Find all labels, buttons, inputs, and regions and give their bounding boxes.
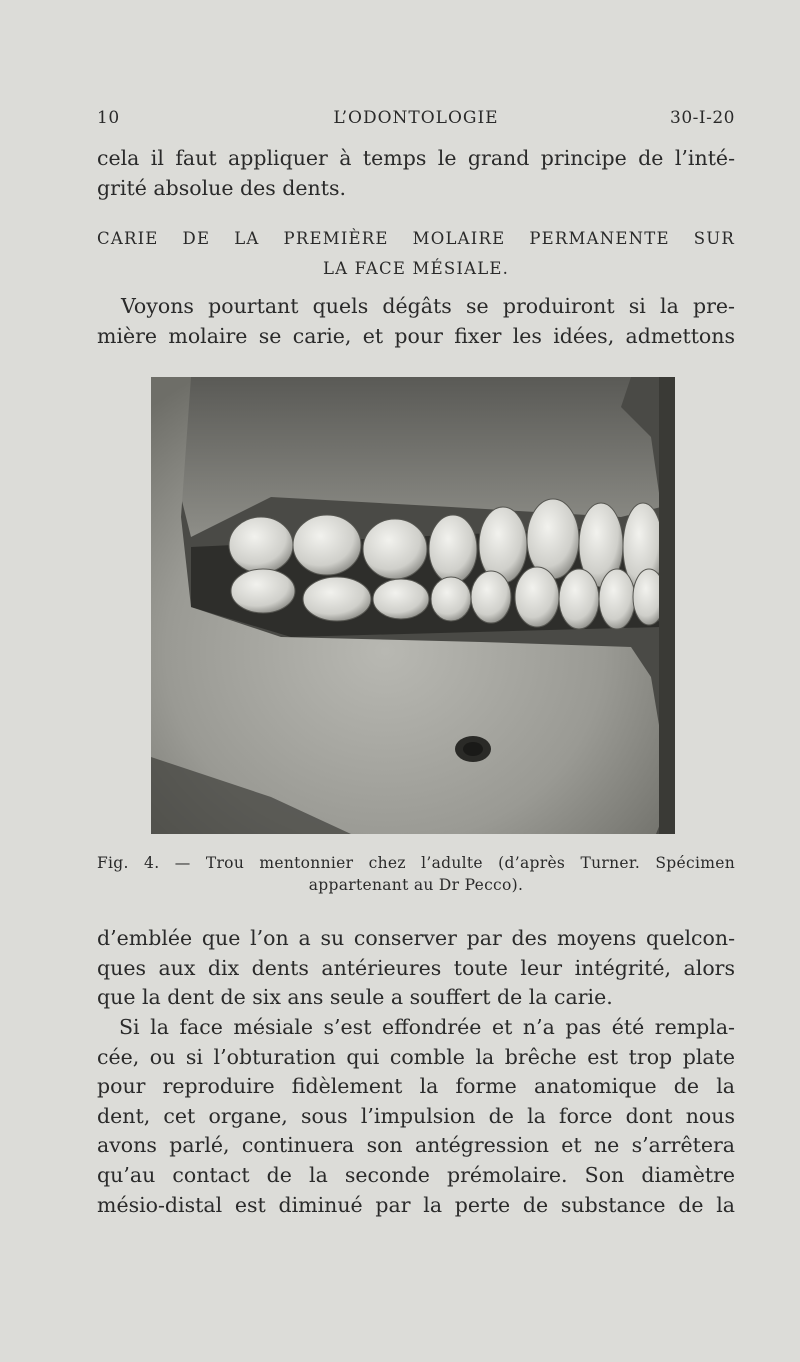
text-line: mésio-distal est diminué par la perte de substance de la	[97, 1192, 735, 1217]
journal-title: L’ODONTOLOGIE	[333, 108, 499, 128]
text-line: cée, ou si l’obturation qui comble la brêche est trop plate	[97, 1044, 735, 1069]
caption-line-1: Fig. 4. — Trou mentonnier chez l’adulte (d’après Turner. Spécimen	[97, 854, 735, 872]
text-line: pour reproduire fidèlement la forme anatomique de la	[97, 1074, 735, 1099]
section-heading-line-2: LA FACE MÉSIALE.	[322, 259, 510, 278]
text-line: Voyons pourtant quels dégâts se produiront si la pre-	[121, 294, 735, 318]
text-line: qu’au contact de la seconde prémolaire. Son diamètre	[97, 1162, 735, 1187]
caption-line-2: appartenant au Dr Pecco).	[308, 876, 524, 894]
paragraph-1	[97, 144, 735, 203]
text-line: que la dent de six ans seule a souffert de la carie.	[97, 985, 613, 1010]
running-head	[97, 108, 735, 134]
paragraph-4	[97, 1013, 735, 1220]
text-line: Si la face mésiale s’est effondrée et n’a pas été rempla-	[119, 1015, 735, 1039]
jaw-photograph-icon	[151, 377, 675, 834]
text-line: d’emblée que l’on a su conserver par des moyens quelcon-	[97, 926, 735, 950]
paragraph-3	[97, 924, 735, 1013]
issue-date: 30-I-20	[670, 108, 735, 128]
text-line: ques aux dix dents antérieures toute leur intégrité, alors	[97, 955, 735, 980]
text-line: grité absolue des dents.	[97, 175, 347, 200]
page-number: 10	[97, 108, 120, 128]
text-line: avons parlé, continuera son antégression et ne s’arrêtera	[97, 1133, 735, 1158]
section-heading-line-1: CARIE DE LA PREMIÈRE MOLAIRE PERMANENTE SUR	[97, 229, 735, 248]
jaw-photograph-figure	[151, 377, 675, 834]
text-line: dent, cet organe, sous l’impulsion de la force dont nous	[97, 1103, 735, 1128]
paragraph-2	[97, 292, 735, 351]
text-line: cela il faut appliquer à temps le grand principe de l’inté-	[97, 146, 735, 170]
figure-caption	[97, 852, 735, 896]
text-line: mière molaire se carie, et pour fixer les idées, admettons	[97, 323, 735, 348]
section-heading	[97, 224, 735, 284]
